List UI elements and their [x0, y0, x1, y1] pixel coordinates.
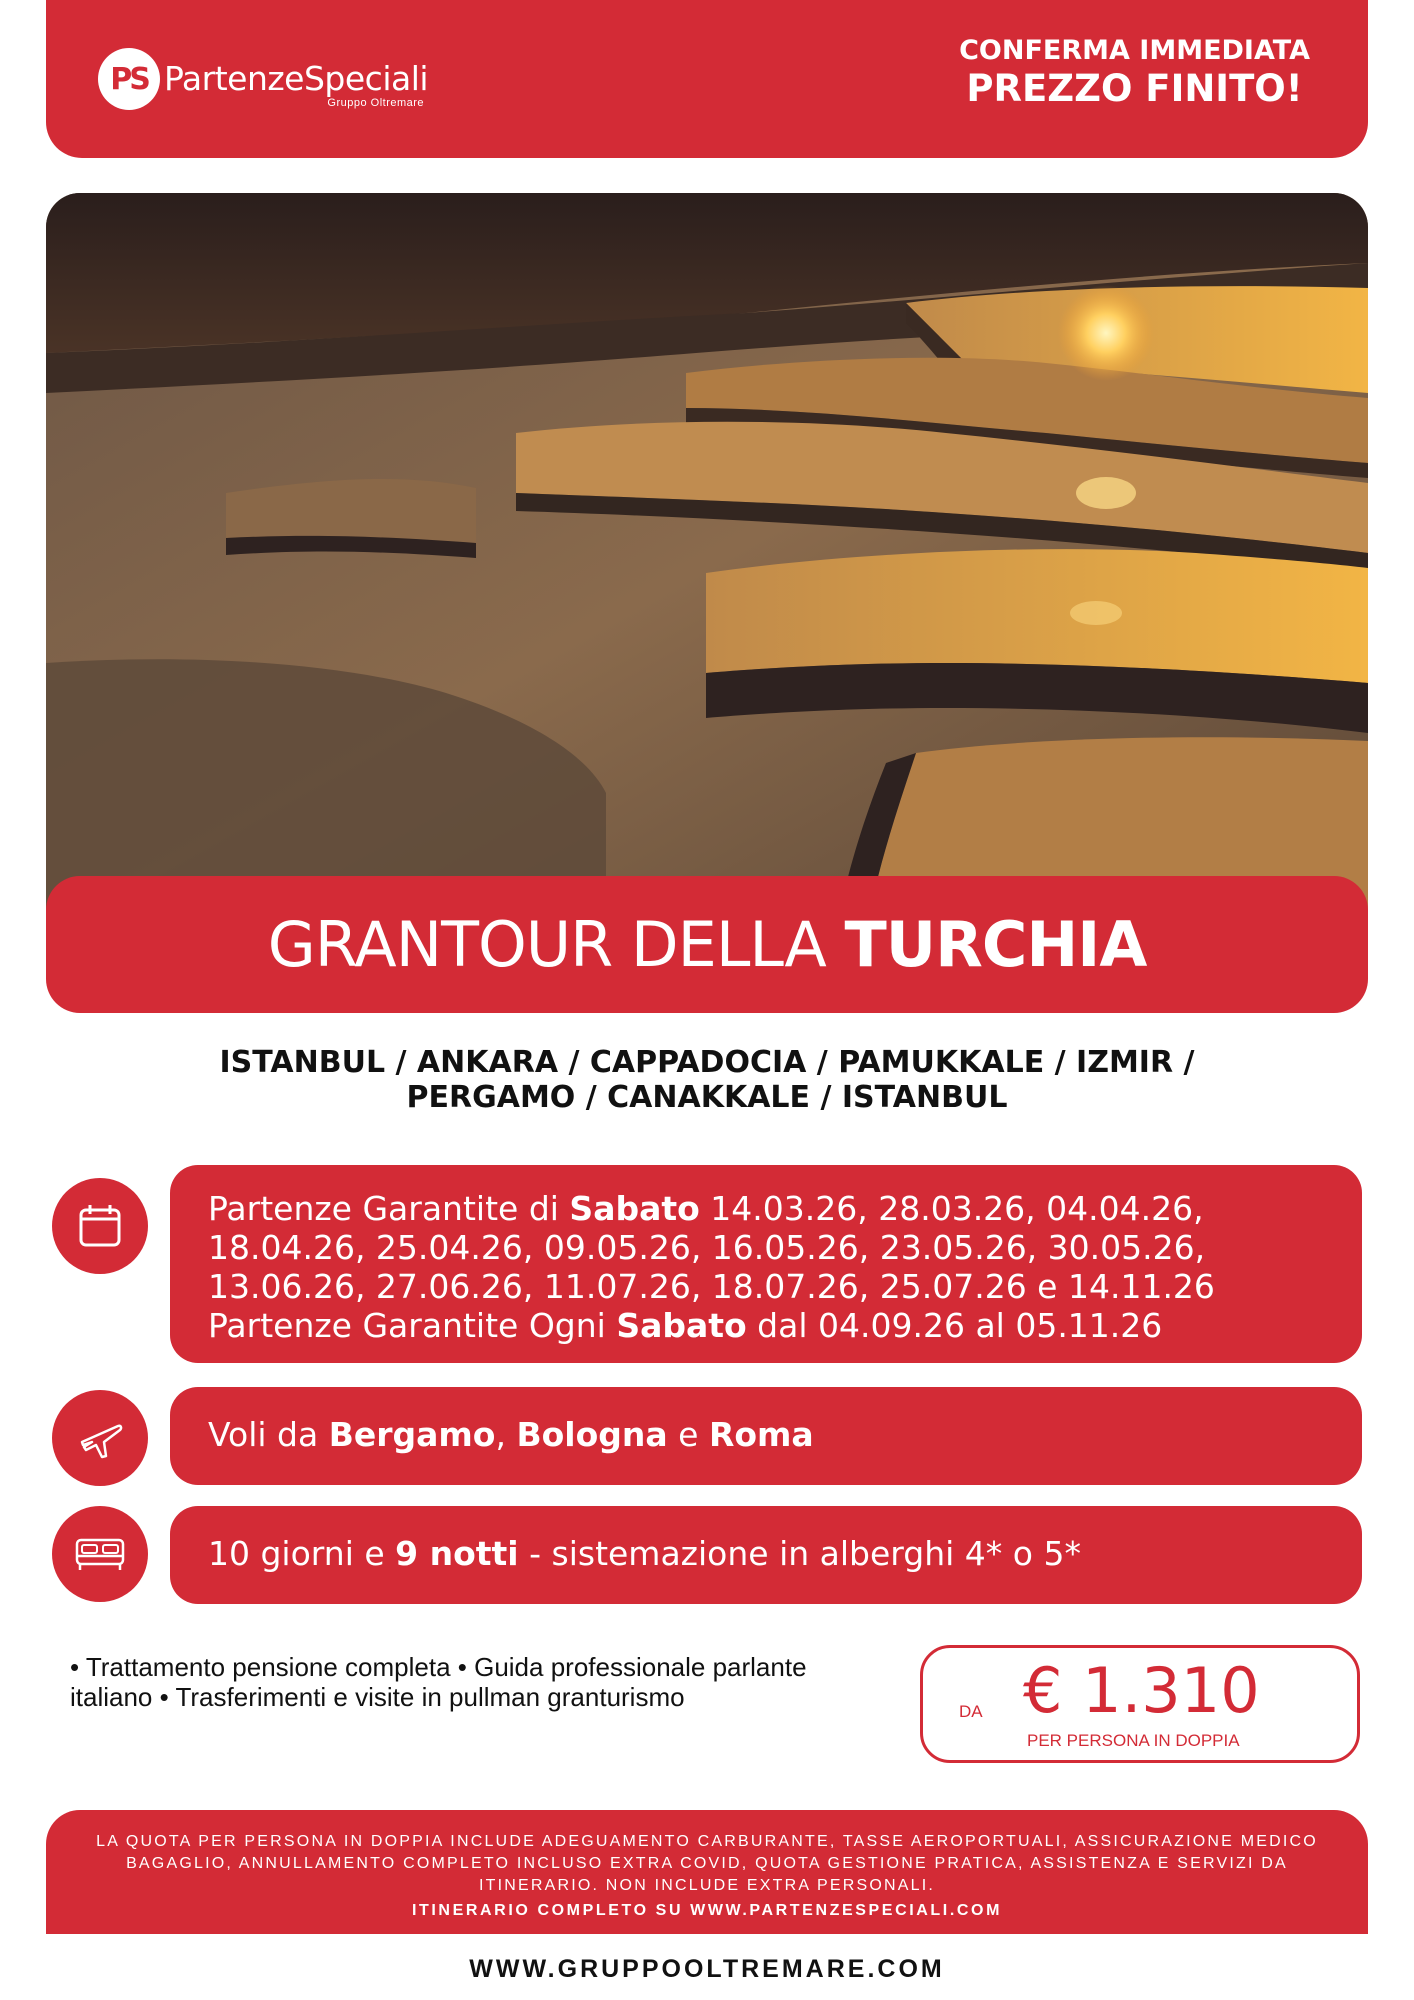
itinerary-route	[140, 1045, 1274, 1115]
logo-text	[164, 59, 429, 109]
itinerary-line-2: PERGAMO / CANAKKALE / ISTANBUL	[406, 1080, 1008, 1115]
terms-text: LA QUOTA PER PERSONA IN DOPPIA INCLUDE ADEGUAMENTO CARBURANTE, TASSE AEROPORTUALI, ASSICURAZIONE MEDICO BAGAGLIO, ANNULLAMENTO COMPLETO INCLUSO EXTRA COVID, QUOTA GESTIONE PRATICA, ASSISTENZA E SERVIZI DA ITINERARIO. NON INCLUDE EXTRA PERSONALI.	[96, 1833, 1318, 1894]
itinerary-link[interactable]: ITINERARIO COMPLETO SU WWW.PARTENZESPECIALI.COM	[411, 1902, 1003, 1919]
calendar-icon	[52, 1178, 148, 1274]
logo-name: PartenzeSpeciali	[164, 59, 429, 98]
header-banner	[46, 0, 1368, 158]
claim-line-1: CONFERMA IMMEDIATA	[959, 35, 1310, 66]
departures-dates-3: 13.06.26, 27.06.26, 11.07.26, 18.07.26, 25.07.26 e 14.11.26	[208, 1267, 1215, 1306]
departures-day: Sabato	[569, 1189, 700, 1228]
flights-prefix: Voli da	[208, 1415, 329, 1454]
departures-weekly-prefix: Partenze Garantite Ogni	[208, 1306, 617, 1345]
header-claim	[959, 34, 1310, 110]
title-banner	[46, 876, 1368, 1013]
title-bold: TURCHIA	[844, 908, 1147, 981]
claim-line-2: PREZZO FINITO!	[966, 67, 1303, 110]
stay-prefix: 10 giorni e	[208, 1534, 396, 1573]
stay-nights: 9 notti	[395, 1534, 519, 1573]
price-note: PER PERSONA IN DOPPIA	[1027, 1731, 1240, 1750]
tour-title	[46, 910, 1368, 980]
city-roma: Roma	[708, 1415, 814, 1454]
departures-prefix: Partenze Garantite di	[208, 1189, 570, 1228]
logo-mark: PS	[98, 48, 160, 110]
departures-dates-1: 14.03.26, 28.03.26, 04.04.26,	[699, 1189, 1204, 1228]
bed-icon	[52, 1506, 148, 1602]
departures-weekly-day: Sabato	[616, 1306, 747, 1345]
airplane-icon	[52, 1390, 148, 1486]
included-services: • Trattamento pensione completa • Guida professionale parlante italiano • Trasferimenti e visite in pullman granturismo	[70, 1652, 807, 1712]
logo-subtitle: Gruppo Oltremare	[327, 97, 425, 109]
departures-panel	[170, 1165, 1362, 1363]
hero-photo-pamukkale	[46, 193, 1368, 933]
city-bergamo: Bergamo	[328, 1415, 496, 1454]
brand-logo[interactable]	[98, 44, 428, 114]
flights-panel	[170, 1387, 1362, 1485]
stay-text	[208, 1534, 1342, 1573]
departures-text	[208, 1189, 1342, 1345]
price-value: € 1.310	[1023, 1654, 1260, 1727]
flights-text	[208, 1415, 1342, 1454]
price-from-label: DA	[959, 1702, 983, 1721]
departures-dates-2: 18.04.26, 25.04.26, 09.05.26, 16.05.26, 23.05.26, 30.05.26,	[208, 1228, 1206, 1267]
flights-sep-1: ,	[495, 1415, 517, 1454]
stay-panel	[170, 1506, 1362, 1604]
flights-sep-2: e	[667, 1415, 709, 1454]
website-link[interactable]: WWW.GRUPPOOLTREMARE.COM	[469, 1955, 945, 1983]
hero-photo-art	[46, 193, 1368, 933]
stay-suffix: - sistemazione in alberghi 4* o 5*	[518, 1534, 1081, 1573]
itinerary-line-1: ISTANBUL / ANKARA / CAPPADOCIA / PAMUKKALE / IZMIR /	[219, 1045, 1195, 1080]
title-light: GRANTOUR DELLA	[267, 908, 845, 981]
departures-weekly-range: dal 04.09.26 al 05.11.26	[746, 1306, 1163, 1345]
price-box	[920, 1645, 1360, 1763]
city-bologna: Bologna	[516, 1415, 668, 1454]
terms-banner	[46, 1810, 1368, 1934]
